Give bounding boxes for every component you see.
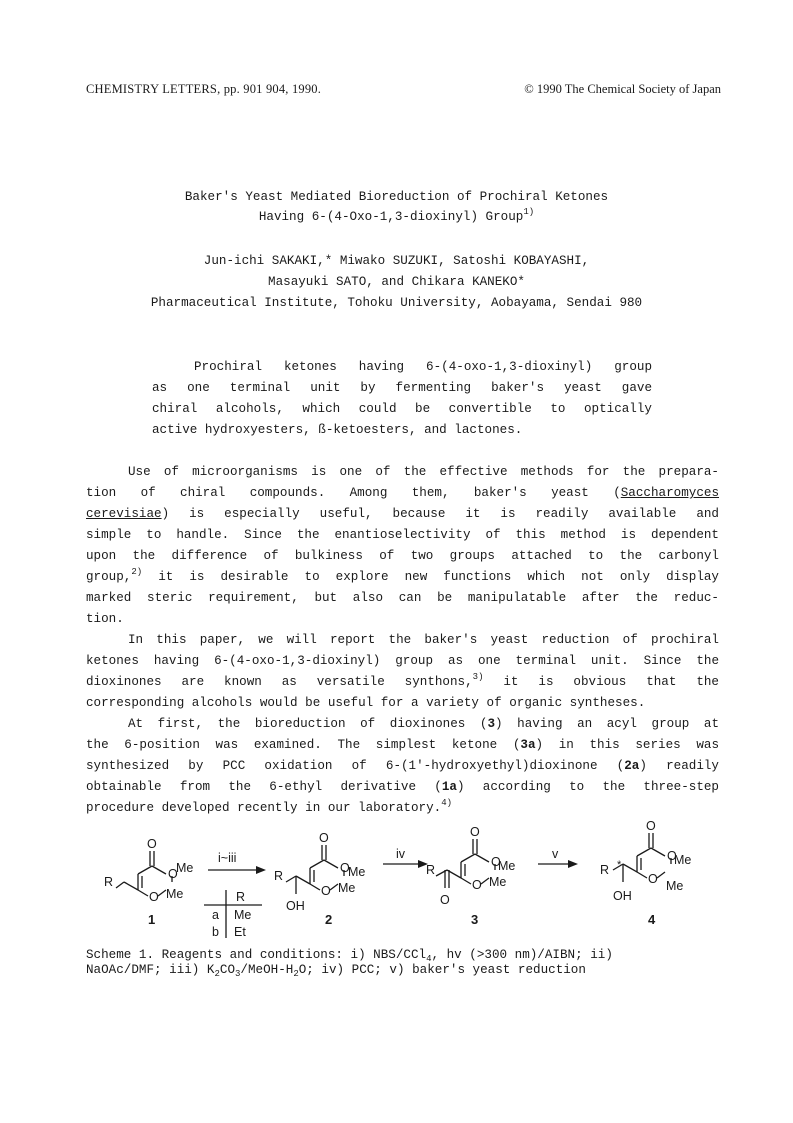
body-line: In this paper, we will report the baker's yeast reduction of prochiral	[128, 633, 719, 647]
atom-label-me: Me	[176, 861, 194, 875]
body-line: corresponding alcohols would be useful for a variety of organic syntheses.	[86, 696, 646, 710]
text-span: tion of chiral compounds. Among them, baker's yeast (	[86, 486, 621, 500]
abstract-line: active hydroxyesters, ß-ketoesters, and lactones.	[152, 423, 523, 437]
text-span: NaOAc/DMF; iii) K	[86, 963, 215, 977]
subscript: 3	[235, 969, 241, 979]
structure-4	[613, 833, 671, 882]
authors-line2: Masayuki SATO, and Chikara KANEKO*	[268, 275, 525, 289]
subscript: 4	[426, 954, 432, 964]
atom-label-r: R	[426, 863, 436, 877]
atom-label-o: O	[472, 878, 482, 892]
compound-number: 3	[471, 912, 479, 927]
body-line	[86, 567, 719, 588]
atom-label-me: Me	[666, 879, 684, 893]
article-title-line2	[0, 207, 793, 224]
compound-ref: 3a	[520, 738, 536, 752]
atom-label-oh: OH	[286, 899, 305, 913]
atom-label-r: R	[104, 875, 114, 889]
body-line: Use of microorganisms is one of the effective methods for the prepara-	[128, 465, 719, 479]
text-span: /MeOH-H	[240, 963, 294, 977]
article-title-text: Having 6-(4-Oxo-1,3-dioxinyl) Group	[258, 210, 524, 224]
table-header-r: R	[236, 890, 246, 904]
copyright-notice: © 1990 The Chemical Society of Japan	[524, 82, 721, 96]
body-line	[86, 798, 719, 819]
text-span: it is desirable to explore new functions which not only display	[142, 570, 719, 584]
atom-label-o: O	[440, 893, 450, 907]
text-span: synthesized by PCC oxidation of 6-(1'-hydroxyethyl)dioxinone (	[86, 759, 625, 773]
atom-label-o: O	[491, 855, 501, 869]
body-line: upon the difference of bulkiness of two groups attached to the carbonyl	[86, 549, 719, 563]
scheme-caption	[86, 948, 726, 978]
abstract-line: Prochiral ketones having 6-(4-oxo-1,3-dioxinyl) group	[194, 360, 652, 374]
caption-line	[86, 963, 726, 978]
body-line	[86, 714, 719, 735]
reference-mark: 3)	[472, 672, 484, 682]
subscript: 2	[214, 969, 220, 979]
abstract-line: as one terminal unit by fermenting baker's yeast gave	[152, 381, 652, 395]
text-span: ) is especially useful, because it is readily available and	[161, 507, 719, 521]
abstract	[152, 357, 652, 441]
caption-line	[86, 948, 726, 963]
journal-citation: CHEMISTRY LETTERS, pp. 901 904, 1990.	[86, 82, 322, 96]
text-span: Scheme 1. Reagents and conditions: i) NBS/CCl	[86, 948, 427, 962]
atom-label-o: O	[147, 837, 157, 851]
atom-label-me: Me	[166, 887, 184, 901]
table-row-value: Me	[234, 908, 252, 922]
body-line: tion.	[86, 612, 124, 626]
species-name: Saccharomyces	[620, 486, 719, 500]
text-span: , hv (>300 nm)/AIBN; ii)	[431, 948, 613, 962]
structure-2	[286, 845, 344, 894]
text-span: dioxinones are known as versatile synthons,	[86, 675, 473, 689]
body-line	[86, 735, 719, 756]
article-title-line1: Baker's Yeast Mediated Bioreduction of Prochiral Ketones	[184, 190, 609, 204]
compound-number: 2	[325, 912, 333, 927]
body-line: marked steric requirement, but also can be manipulatable after the reduc-	[86, 591, 719, 605]
atom-label-r: R	[600, 863, 610, 877]
title-footnote-ref: 1)	[523, 207, 535, 217]
body-line	[86, 672, 719, 693]
atom-label-o: O	[648, 872, 658, 886]
table-row-key: b	[212, 925, 219, 939]
compound-ref: 1a	[441, 780, 457, 794]
reference-mark: 4)	[441, 798, 453, 808]
atom-label-me: Me	[489, 875, 507, 889]
arrowhead-3	[568, 860, 578, 868]
arrow-condition-3: v	[552, 847, 559, 861]
atom-label-me: Me	[498, 859, 516, 873]
arrow-condition-2: iv	[396, 847, 406, 861]
text-span: ) according to the three-step	[456, 780, 719, 794]
subscript: 2	[293, 969, 299, 979]
text-span: CO	[219, 963, 236, 977]
body-line: simple to handle. Since the enantioselectivity of this method is dependent	[86, 528, 719, 542]
text-span: group,	[86, 570, 132, 584]
atom-label-me: Me	[348, 865, 366, 879]
table-row-key: a	[212, 908, 219, 922]
structure-1	[116, 851, 172, 896]
body-line	[86, 777, 719, 798]
affiliation: Pharmaceutical Institute, Tohoku University, Aobayama, Sendai 980	[150, 296, 643, 310]
atom-label-o: O	[168, 867, 178, 881]
atom-label-me: Me	[338, 881, 356, 895]
text-span: ) in this series was	[535, 738, 720, 752]
reference-mark: 2)	[131, 567, 143, 577]
atom-label-r: R	[274, 869, 284, 883]
species-name: cerevisiae	[86, 507, 162, 521]
atom-label-o: O	[646, 819, 656, 833]
text-span: ) having an acyl group at	[495, 717, 720, 731]
compound-number: 1	[148, 912, 156, 927]
atom-label-o: O	[319, 831, 329, 845]
text-span: the 6-position was examined. The simplest ketone (	[86, 738, 521, 752]
text-span: it is obvious that the	[483, 675, 719, 689]
atom-label-o: O	[667, 849, 677, 863]
authors-line1: Jun-ichi SAKAKI,* Miwako SUZUKI, Satoshi KOBAYASHI,	[203, 254, 590, 268]
atom-label-o: O	[340, 861, 350, 875]
table-row-value: Et	[234, 925, 246, 939]
body-line	[86, 483, 719, 504]
atom-label-o: O	[149, 890, 159, 904]
body-line: ketones having 6-(4-oxo-1,3-dioxinyl) group as one terminal unit. Since the	[86, 654, 719, 668]
atom-label-oh: OH	[613, 889, 632, 903]
body-text	[86, 462, 719, 819]
text-span: At first, the bioreduction of dioxinones (	[128, 717, 488, 731]
text-span: procedure developed recently in our laboratory.	[86, 801, 442, 815]
arrowhead-1	[256, 866, 266, 874]
body-line	[86, 504, 719, 525]
body-line	[86, 756, 719, 777]
structure-3	[436, 839, 495, 888]
text-span: ) readily	[639, 759, 719, 773]
compound-ref: 3	[487, 717, 496, 731]
atom-label-me: Me	[674, 853, 692, 867]
compound-ref: 2a	[624, 759, 640, 773]
atom-label-o: O	[321, 884, 331, 898]
text-span: obtainable from the 6-ethyl derivative (	[86, 780, 442, 794]
abstract-line: chiral alcohols, which could be convertible to optically	[152, 402, 652, 416]
arrow-condition-1: i~iii	[218, 851, 237, 865]
text-span: O; iv) PCC; v) baker's yeast reduction	[298, 963, 586, 977]
atom-label-o: O	[470, 825, 480, 839]
stereocenter-mark: *	[617, 859, 622, 871]
compound-number: 4	[648, 912, 656, 927]
reaction-scheme	[86, 818, 726, 943]
